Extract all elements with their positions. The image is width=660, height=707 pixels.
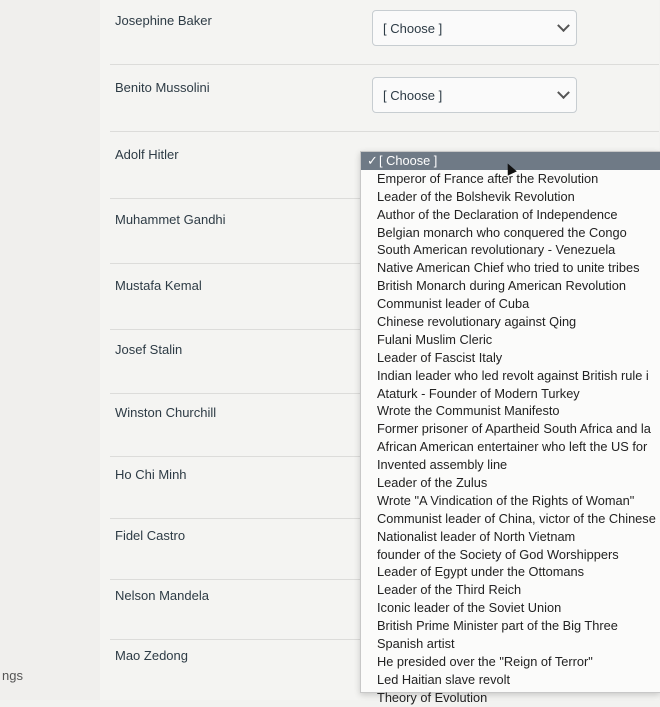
match-row [100,0,659,65]
select-value: [ Choose ] [383,21,443,36]
dropdown-option[interactable]: Wrote "A Vindication of the Rights of Woman" [377,492,635,508]
dropdown-option[interactable]: Theory of Evolution [377,689,488,705]
match-prompt: Adolf Hitler [115,147,179,162]
dropdown-option[interactable]: Invented assembly line [377,457,508,473]
dropdown-option[interactable]: Former prisoner of Apartheid South Africa and la [377,421,651,437]
dropdown-option[interactable]: Chinese revolutionary against Qing [377,314,577,330]
match-row [100,67,659,132]
divider [110,64,659,65]
dropdown-option[interactable]: Fulani Muslim Cleric [377,331,493,347]
match-prompt: Fidel Castro [115,528,186,543]
dropdown-option[interactable]: Leader of Egypt under the Ottomans [377,564,585,580]
dropdown-option[interactable]: Author of the Declaration of Independence [377,206,618,222]
sidebar-text: ngs [2,668,23,683]
dropdown-option[interactable]: Belgian monarch who conquered the Congo [377,224,627,240]
dropdown-option[interactable]: Leader of the Third Reich [377,582,522,598]
match-prompt: Nelson Mandela [115,588,209,603]
match-prompt: Mao Zedong [115,648,188,663]
dropdown-option-selected[interactable]: ✓[ Choose ] [361,152,660,170]
dropdown-option[interactable]: British Monarch during American Revolution [377,278,626,294]
dropdown-option[interactable]: Native American Chief who tried to unite tribes [377,260,640,276]
dropdown-option[interactable]: Wrote the Communist Manifesto [377,403,560,419]
match-prompt: Josef Stalin [115,342,183,357]
select-value: [ Choose ] [383,88,443,103]
match-prompt: Mustafa Kemal [115,278,202,293]
match-prompt: Winston Churchill [115,405,217,420]
answer-select[interactable] [372,10,577,46]
match-prompt: Benito Mussolini [115,80,210,95]
dropdown-option[interactable]: Led Haitian slave revolt [377,671,511,687]
dropdown-option[interactable]: Iconic leader of the Soviet Union [377,600,562,616]
dropdown-option[interactable]: founder of the Society of God Worshippers [377,546,619,562]
dropdown-option[interactable]: Leader of the Bolshevik Revolution [377,188,575,204]
chevron-down-icon [557,86,570,99]
dropdown-option[interactable]: Ataturk - Founder of Modern Turkey [377,385,580,401]
match-prompt: Muhammet Gandhi [115,212,226,227]
match-prompt: Ho Chi Minh [115,467,187,482]
dropdown-option[interactable]: South American revolutionary - Venezuela [377,242,616,258]
dropdown-option[interactable]: Leader of Fascist Italy [377,349,503,365]
match-prompt: Josephine Baker [115,13,212,28]
dropdown-option[interactable]: Communist leader of Cuba [377,296,530,312]
left-sidebar [0,0,101,700]
dropdown-option[interactable]: Indian leader who led revolt against British rule i [377,367,649,383]
dropdown-option[interactable]: He presided over the "Reign of Terror" [377,653,593,669]
dropdown-option[interactable]: African American entertainer who left the US for [377,439,648,455]
dropdown-option[interactable]: Leader of the Zulus [377,475,488,491]
answer-select[interactable] [372,77,577,113]
dropdown-option[interactable]: Nationalist leader of North Vietnam [377,528,576,544]
dropdown-option[interactable]: Communist leader of China, victor of the Chinese [377,510,656,526]
divider [110,131,659,132]
chevron-down-icon [557,19,570,32]
dropdown-option[interactable]: Spanish artist [377,636,455,652]
dropdown-option[interactable]: Emperor of France after the Revolution [377,170,599,186]
answer-dropdown-list [360,151,660,705]
checkmark-icon: ✓ [367,153,378,168]
dropdown-option[interactable]: British Prime Minister part of the Big Three [377,618,618,634]
